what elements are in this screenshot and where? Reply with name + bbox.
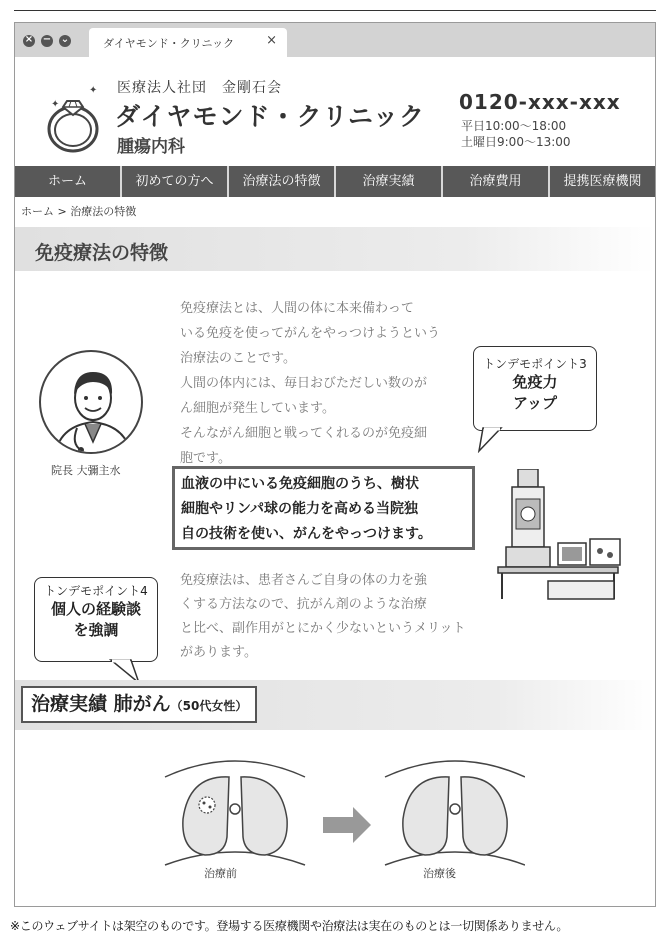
callout-tail: [477, 427, 507, 453]
intro-line: くする方法なので、抗がん剤のような治療: [180, 597, 427, 612]
nav-partners[interactable]: 提携医療機関: [550, 166, 655, 197]
intro-text-2: [180, 569, 480, 665]
nav-treatment-features[interactable]: 治療法の特徴: [229, 166, 336, 197]
caption-after: 治療後: [423, 867, 456, 880]
hours-saturday: 土曜日9:00〜13:00: [461, 135, 571, 149]
section-header-immunotherapy: [15, 227, 655, 271]
highlight-line: 細胞やリンパ球の能力を高める当院独: [181, 501, 419, 517]
close-icon[interactable]: ×: [24, 34, 34, 45]
main-nav: [15, 166, 655, 197]
callout-text: を強調: [73, 621, 119, 639]
intro-line: 治療法のことです。: [180, 351, 296, 366]
phone-number[interactable]: 0120-xxx-xxx: [459, 90, 621, 114]
caption-before: 治療前: [204, 867, 237, 880]
breadcrumb[interactable]: ホーム > 治療法の特徴: [21, 205, 137, 218]
svg-text:✦: ✦: [89, 85, 98, 96]
nav-costs[interactable]: 治療費用: [443, 166, 550, 197]
browser-chrome: [15, 23, 655, 57]
site-header: [15, 57, 655, 167]
nav-first-visit[interactable]: 初めての方へ: [122, 166, 229, 197]
browser-tab[interactable]: [89, 28, 287, 57]
intro-line: 胞です。: [180, 451, 231, 466]
diamond-ring-icon: [37, 77, 117, 157]
section-header-results: [15, 680, 655, 730]
results-subtitle: （50代女性）: [170, 699, 248, 713]
browser-window: [14, 22, 656, 907]
callout-label: トンデモポイント3: [483, 357, 587, 371]
callout-text: 免疫力: [512, 373, 558, 391]
intro-text: [180, 296, 475, 471]
intro-line: ん細胞が発生しています。: [180, 401, 335, 416]
highlight-line: 血液の中にいる免疫細胞のうち、樹状: [181, 476, 419, 492]
svg-text:✦: ✦: [51, 99, 60, 110]
callout-text: アップ: [513, 394, 557, 412]
nav-results[interactable]: 治療実績: [336, 166, 443, 197]
results-title-box: [21, 686, 257, 723]
results-title: 治療実績 肺がん: [31, 693, 171, 715]
callout-point-3: [473, 346, 597, 431]
intro-line: 人間の体内には、毎日おびただしい数のが: [180, 376, 428, 391]
section-title: 免疫療法の特徴: [35, 242, 169, 264]
hours-weekday: 平日10:00〜18:00: [461, 119, 567, 133]
intro-line: 免疫療法は、患者さんご自身の体の力を強: [180, 573, 428, 588]
nav-home[interactable]: ホーム: [15, 166, 122, 197]
intro-line: があります。: [180, 645, 257, 660]
callout-point-4: [34, 577, 158, 662]
minimize-icon[interactable]: −: [42, 34, 52, 45]
disclaimer-footnote: ※このウェブサイトは架空のものです。登場する医療機関や治療法は実在のものとは一切関係ありません。: [10, 919, 569, 933]
intro-line: 免疫療法とは、人間の体に本来備わって: [180, 301, 414, 316]
highlight-box: [172, 466, 475, 550]
top-rule: [14, 10, 656, 11]
highlight-line: 自の技術を使い、がんをやっつけます。: [181, 526, 432, 542]
callout-label: トンデモポイント4: [44, 584, 148, 598]
org-name: 医療法人社団 金剛石会: [117, 80, 282, 96]
tab-close-icon[interactable]: ×: [266, 33, 277, 48]
doctor-portrait: [39, 350, 143, 454]
maximize-icon[interactable]: ⌄: [60, 34, 70, 45]
doctor-illustration: [41, 352, 143, 454]
intro-line: そんながん細胞と戦ってくれるのが免疫細: [180, 426, 428, 441]
doctor-caption: 院長 大彌主水: [51, 464, 121, 477]
callout-text: 個人の経験談: [50, 600, 141, 618]
department-name: 腫瘍内科: [117, 137, 185, 157]
intro-line: と比べ、副作用がとにかく少ないというメリット: [180, 621, 466, 636]
intro-line: いる免疫を使ってがんをやっつけようという: [180, 326, 441, 341]
lung-comparison-illustration: [145, 739, 525, 879]
medical-equipment-illustration: [488, 469, 638, 609]
tab-title: ダイヤモンド・クリニック: [103, 37, 235, 50]
clinic-name[interactable]: ダイヤモンド・クリニック: [115, 102, 426, 131]
